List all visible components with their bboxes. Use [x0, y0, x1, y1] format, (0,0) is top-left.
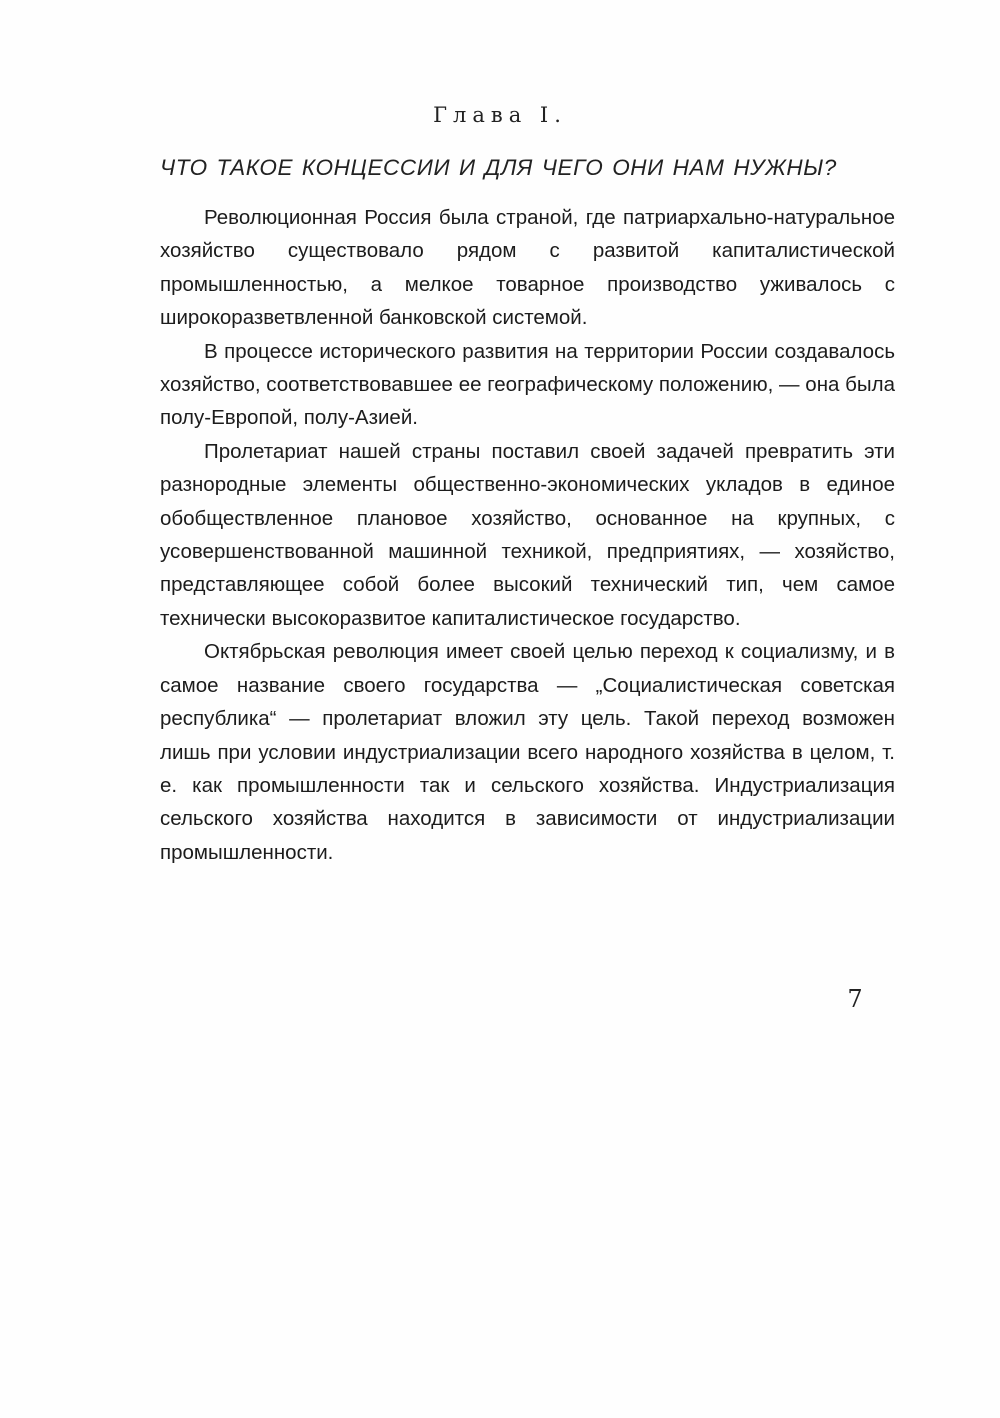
paragraph: Пролетариат нашей страны поставил своей задачей превратить эти разнородные элементы общественно-экономических укладов в единое обобществленное плановое хозяйство, основанное на крупных, с усовершенствованной машинной техникой, предприятиях, — хозяйство, представляющее собой более высокий технический тип, чем самое технически высокоразвитое капиталистическое государство.: [160, 439, 895, 630]
chapter-heading: Глава I.: [433, 103, 567, 127]
chapter-body: [160, 201, 895, 869]
chapter-title: ЧТО ТАКОЕ КОНЦЕССИИ И ДЛЯ ЧЕГО ОНИ НАМ НУЖНЫ?: [160, 155, 837, 180]
paragraph: Октябрьская революция имеет своей целью переход к социализму, и в самое название своего государства — „Социалистическая советская республика“ — пролетариат вложил эту цель. Такой переход возможен лишь при условии индустриализации всего народного хозяйства в целом, т. е. как промышленности так и сельского хозяйства. Индустриализация сельского хозяйства находится в зависимости от индустриализации промышленности.: [160, 640, 895, 864]
paragraph: В процессе исторического развития на территории России создавалось хозяйство, соответствовавшее ее географическому положению, — она была полу-Европой, полу-Азией.: [160, 339, 895, 430]
paragraph: Революционная Россия была страной, где патриархально-натуральное хозяйство существовало рядом с развитой капиталистической промышленностью, а мелкое товарное производство уживалось с широкоразветвленной банковской системой.: [160, 206, 895, 330]
page-number: 7: [847, 985, 863, 1013]
